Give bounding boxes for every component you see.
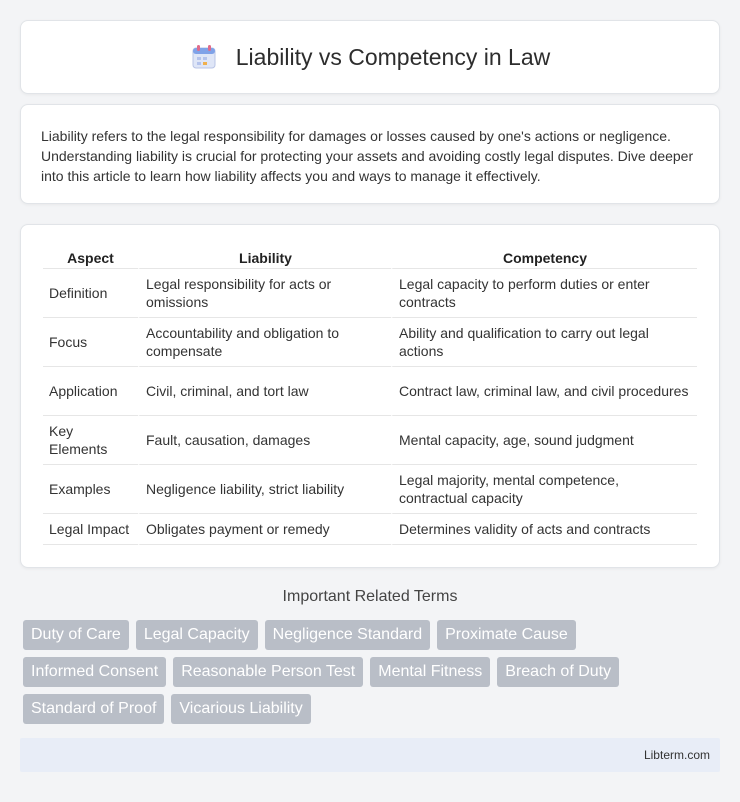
table-row: [43, 318, 697, 367]
footer-site-link[interactable]: Libterm.com: [643, 748, 710, 762]
row-liability: Negligence liability, strict liability: [138, 465, 391, 514]
related-term-tag[interactable]: Proximate Cause: [437, 620, 576, 650]
comparison-table-card: [20, 224, 720, 568]
row-competency: Mental capacity, age, sound judgment: [391, 416, 697, 465]
intro-text: Liability refers to the legal responsibility for damages or losses caused by one's actions or negligence. Understanding liability is crucial for protecting your assets and avoiding costly legal disputes. Dive deeper into this article to learn how liability affects you and ways to manage it effectively.: [41, 128, 694, 184]
row-competency: Contract law, criminal law, and civil procedures: [391, 367, 697, 416]
row-liability: Civil, criminal, and tort law: [138, 367, 391, 416]
related-term-tag[interactable]: Vicarious Liability: [171, 694, 310, 724]
row-aspect: Focus: [43, 318, 138, 367]
related-term-tag[interactable]: Negligence Standard: [265, 620, 430, 650]
row-aspect: Definition: [43, 269, 138, 318]
table-row: [43, 465, 697, 514]
related-terms-list: [23, 620, 723, 724]
related-term-tag[interactable]: Informed Consent: [23, 657, 166, 687]
table-row: [43, 367, 697, 416]
row-competency: Determines validity of acts and contracts: [391, 514, 697, 545]
table-row: [43, 416, 697, 465]
row-aspect: Legal Impact: [43, 514, 138, 545]
title-wrap: [190, 43, 550, 71]
column-header-aspect: Aspect: [43, 245, 138, 269]
related-term-tag[interactable]: Mental Fitness: [370, 657, 490, 687]
row-liability: Accountability and obligation to compensate: [138, 318, 391, 367]
row-liability: Obligates payment or remedy: [138, 514, 391, 545]
related-term-tag[interactable]: Standard of Proof: [23, 694, 164, 724]
related-term-tag[interactable]: Legal Capacity: [136, 620, 258, 650]
row-aspect: Application: [43, 367, 138, 416]
row-liability: Legal responsibility for acts or omissions: [138, 269, 391, 318]
related-term-tag[interactable]: Breach of Duty: [497, 657, 619, 687]
related-terms-title: Important Related Terms: [282, 588, 458, 605]
page-title: Liability vs Competency in Law: [235, 43, 551, 70]
table-row: [43, 269, 697, 318]
comparison-table: [43, 245, 697, 545]
related-term-tag[interactable]: Reasonable Person Test: [173, 657, 363, 687]
table-row: [43, 514, 697, 545]
row-competency: Ability and qualification to carry out legal actions: [391, 318, 697, 367]
column-header-competency: Competency: [391, 245, 697, 269]
footer: [20, 738, 720, 772]
calendar-icon: [190, 43, 218, 71]
table-header-row: [43, 245, 697, 269]
intro-card: [20, 104, 720, 204]
header-card: [20, 20, 720, 94]
row-aspect: Examples: [43, 465, 138, 514]
row-competency: Legal capacity to perform duties or enter contracts: [391, 269, 697, 318]
row-liability: Fault, causation, damages: [138, 416, 391, 465]
column-header-liability: Liability: [138, 245, 391, 269]
row-competency: Legal majority, mental competence, contractual capacity: [391, 465, 697, 514]
related-term-tag[interactable]: Duty of Care: [23, 620, 129, 650]
row-aspect: Key Elements: [43, 416, 138, 465]
